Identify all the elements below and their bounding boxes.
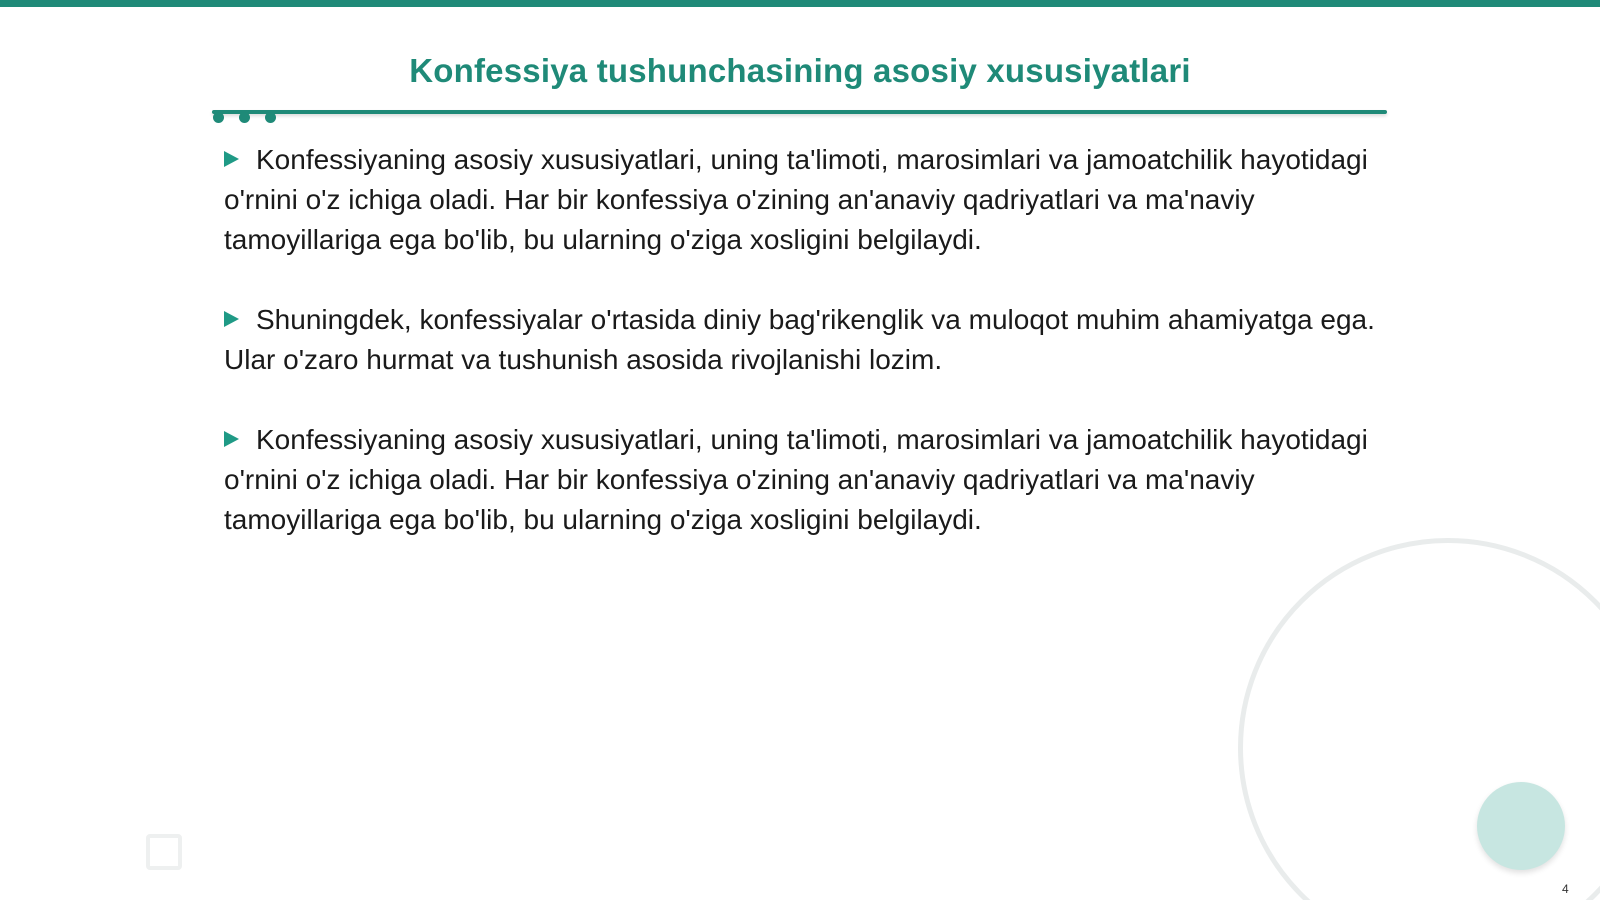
bullet-text: Konfessiyaning asosiy xususiyatlari, uning ta'limoti, marosimlari va jamoatchilik hayotidagi o'rnini o'z ichiga oladi. Har bir konfessiya o'zining an'anaviy qadriyatlari va ma'naviy tamoyillariga ega bo'lib, bu ularning o'ziga xosligini belgilaydi. bbox=[224, 424, 1368, 535]
bullet-text: Konfessiyaning asosiy xususiyatlari, uning ta'limoti, marosimlari va jamoatchilik hayotidagi o'rnini o'z ichiga oladi. Har bir konfessiya o'zining an'anaviy qadriyatlari va ma'naviy tamoyillariga ega bo'lib, bu ularning o'ziga xosligini belgilaydi. bbox=[224, 144, 1368, 255]
bullet-list bbox=[224, 140, 1399, 580]
underline-dot bbox=[213, 112, 224, 123]
bullet-text: Shuningdek, konfessiyalar o'rtasida diniy bag'rikenglik va muloqot muhim ahamiyatga ega. Ular o'zaro hurmat va tushunish asosida rivojlanishi lozim. bbox=[224, 304, 1375, 375]
triangle-right-icon bbox=[224, 151, 239, 167]
title-underline bbox=[212, 110, 1387, 114]
underline-dot bbox=[265, 112, 276, 123]
triangle-right-icon bbox=[224, 311, 239, 327]
decorative-square bbox=[146, 834, 182, 870]
page-number: 4 bbox=[1562, 882, 1569, 896]
underline-dot bbox=[239, 112, 250, 123]
slide-title: Konfessiya tushunchasining asosiy xususiyatlari bbox=[409, 52, 1191, 89]
bullet-item bbox=[224, 140, 1399, 260]
triangle-right-icon bbox=[224, 431, 239, 447]
decorative-circle bbox=[1477, 782, 1565, 870]
top-accent-band bbox=[0, 0, 1600, 7]
bullet-item bbox=[224, 420, 1399, 540]
bullet-item bbox=[224, 300, 1399, 380]
